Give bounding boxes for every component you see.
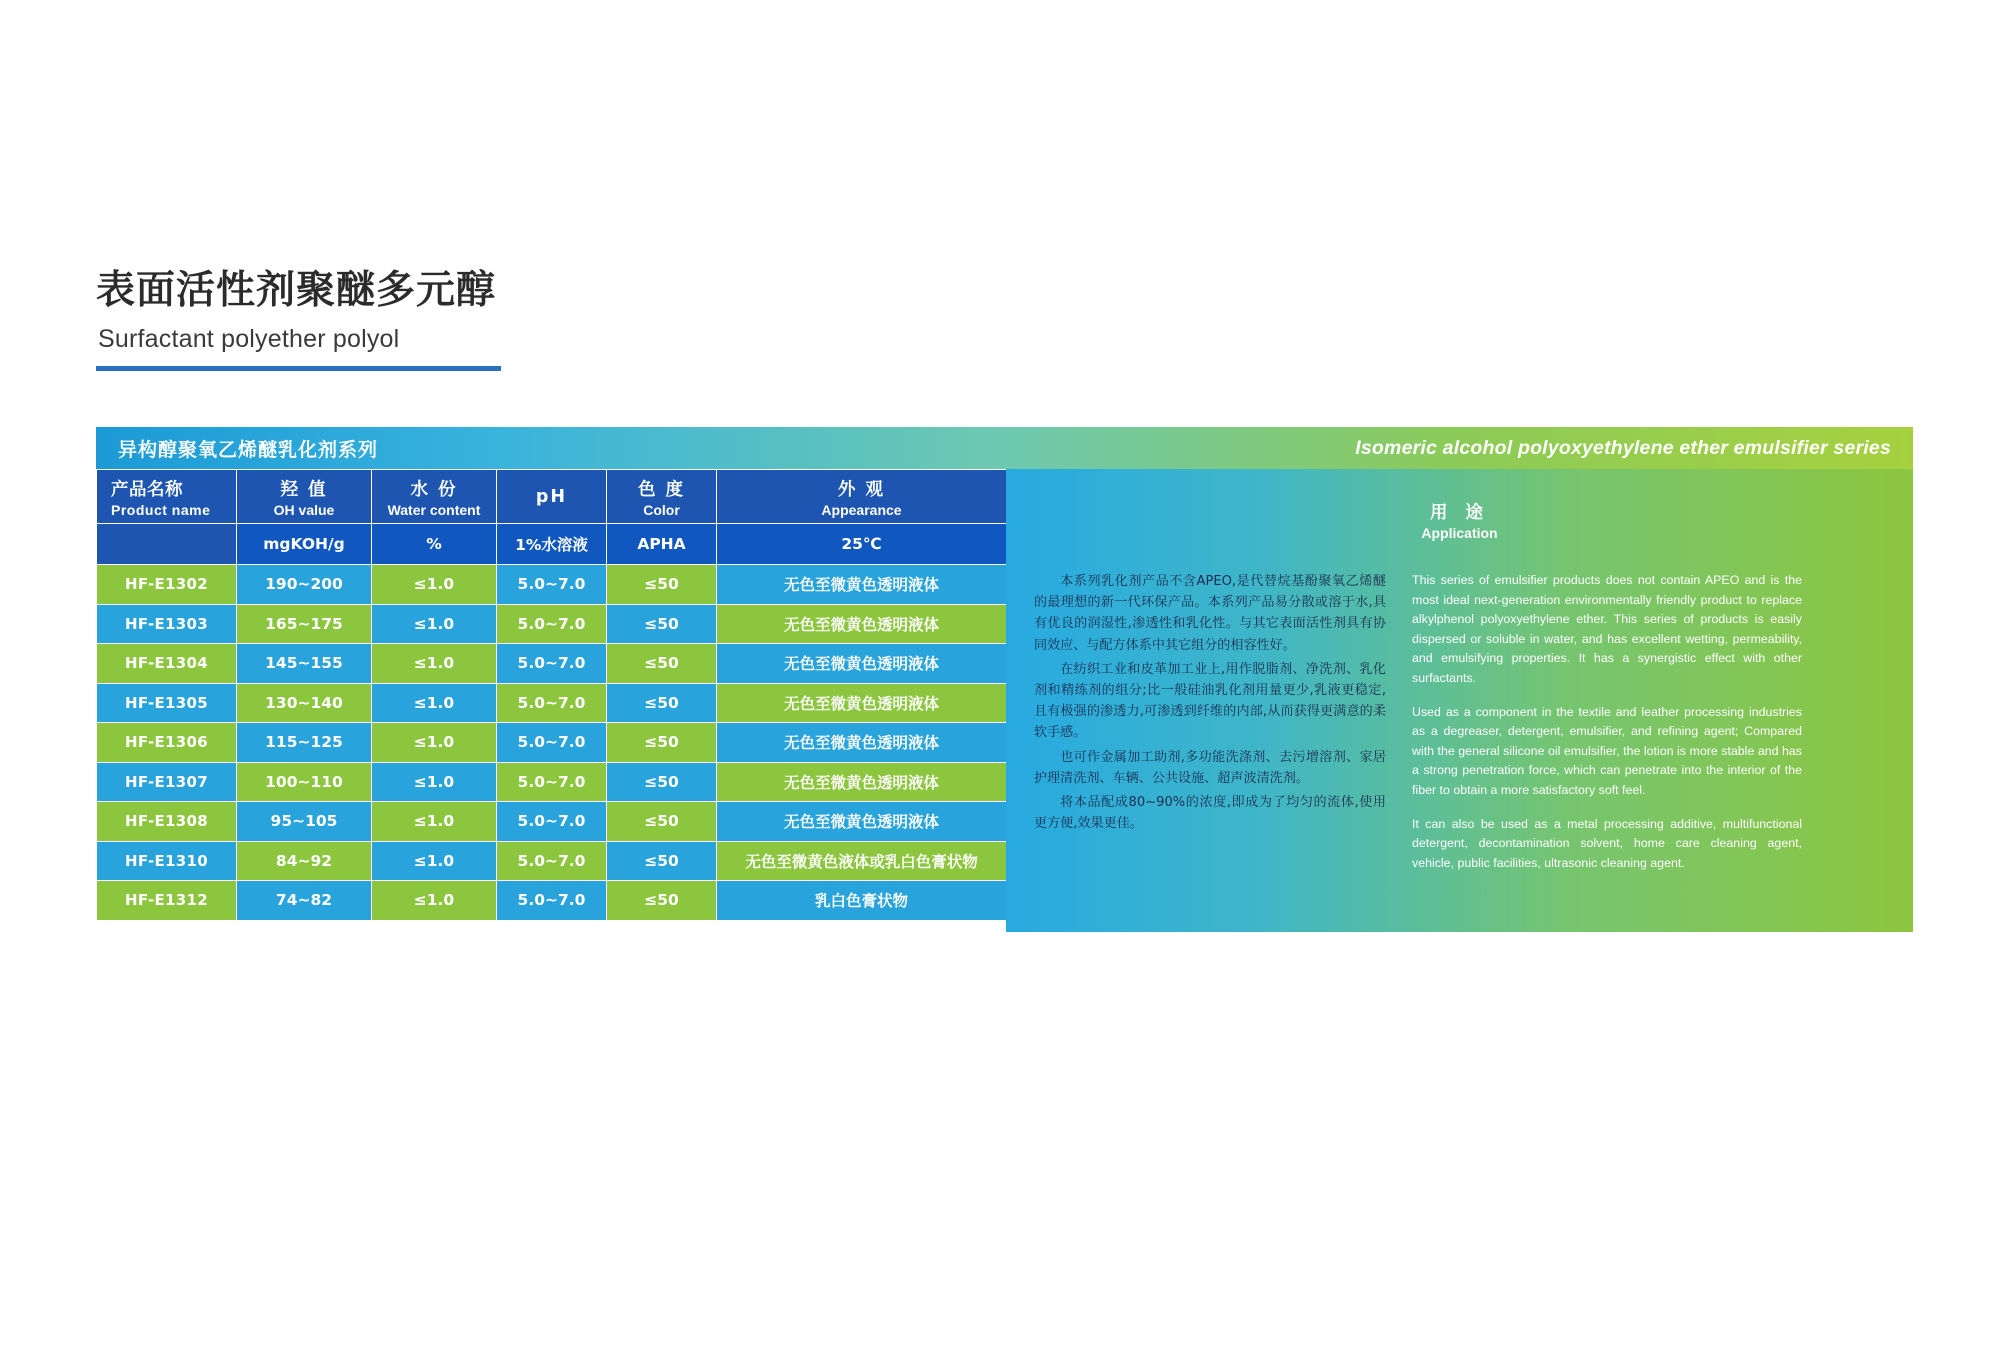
cell-color: ≤50 (607, 762, 717, 802)
cell-color: ≤50 (607, 644, 717, 684)
unit-ph: 1%水溶液 (497, 524, 607, 565)
header-appearance-cn: 外 观 (837, 479, 886, 500)
series-banner (96, 427, 1913, 469)
cell-appearance: 无色至微黄色透明液体 (717, 644, 1007, 684)
cell-oh-value: 100~110 (237, 762, 372, 802)
cell-ph: 5.0~7.0 (497, 604, 607, 644)
cell-appearance: 无色至微黄色透明液体 (717, 762, 1007, 802)
unit-oh-value: mgKOH/g (237, 524, 372, 565)
cell-water-content: ≤1.0 (372, 841, 497, 881)
cell-product-name: HF-E1303 (97, 604, 237, 644)
application-panel (1006, 469, 1913, 932)
cell-ph: 5.0~7.0 (497, 841, 607, 881)
cell-appearance: 乳白色膏状物 (717, 881, 1007, 921)
cell-color: ≤50 (607, 565, 717, 605)
cell-color: ≤50 (607, 881, 717, 921)
cell-appearance: 无色至微黄色透明液体 (717, 683, 1007, 723)
header-appearance (717, 470, 1007, 524)
cell-appearance: 无色至微黄色液体或乳白色膏状物 (717, 841, 1007, 881)
series-banner-cn: 异构醇聚氧乙烯醚乳化剂系列 (118, 438, 379, 461)
header-water-content-cn: 水 份 (410, 479, 458, 500)
cell-oh-value: 130~140 (237, 683, 372, 723)
header-oh-value (237, 470, 372, 524)
unit-color: APHA (607, 524, 717, 565)
header-ph (497, 470, 607, 524)
header-color (607, 470, 717, 524)
header-product-name-en: Product name (111, 501, 211, 518)
table-row (97, 644, 1007, 684)
application-paragraph-en: It can also be used as a metal processing additive, multifunctional detergent, decontamination solvent, home care cleaning agent, vehicle, public facilities, ultrasonic cleaning agent. (1412, 816, 1802, 870)
cell-appearance: 无色至微黄色透明液体 (717, 723, 1007, 763)
application-text-cn (1034, 571, 1386, 887)
cell-product-name: HF-E1312 (97, 881, 237, 921)
table-row (97, 723, 1007, 763)
cell-water-content: ≤1.0 (372, 604, 497, 644)
spec-table-wrapper (96, 469, 1006, 932)
cell-ph: 5.0~7.0 (497, 802, 607, 842)
cell-water-content: ≤1.0 (372, 644, 497, 684)
application-title (1006, 469, 1913, 541)
table-row (97, 881, 1007, 921)
table-row (97, 683, 1007, 723)
cell-ph: 5.0~7.0 (497, 762, 607, 802)
cell-appearance: 无色至微黄色透明液体 (717, 604, 1007, 644)
cell-color: ≤50 (607, 802, 717, 842)
header-product-name-cn: 产品名称 (111, 479, 183, 500)
cell-water-content: ≤1.0 (372, 762, 497, 802)
table-row (97, 565, 1007, 605)
cell-appearance: 无色至微黄色透明液体 (717, 565, 1007, 605)
cell-ph: 5.0~7.0 (497, 644, 607, 684)
application-paragraph-en: This series of emulsifier products does not contain APEO and is the most ideal next-generation environmentally friendly product to replace alkylphenol polyoxyethylene ether. This series of products is easily dispersed or soluble in water, and has excellent wetting, permeability, and emulsifying properties. It has a synergistic effect with other surfactants. (1412, 573, 1802, 685)
header-ph-cn: pH (535, 486, 568, 507)
table-header-row (97, 470, 1007, 524)
header-color-en: Color (643, 501, 680, 518)
series-banner-en: Isomeric alcohol polyoxyethylene ether emulsifier series (1355, 436, 1891, 459)
header-water-content-en: Water content (387, 501, 481, 518)
cell-color: ≤50 (607, 683, 717, 723)
header-appearance-en: Appearance (821, 501, 902, 518)
cell-product-name: HF-E1304 (97, 644, 237, 684)
unit-appearance: 25℃ (717, 524, 1007, 565)
cell-product-name: HF-E1307 (97, 762, 237, 802)
table-row (97, 762, 1007, 802)
spec-table (96, 469, 1007, 921)
header-oh-value-cn: 羟 值 (280, 479, 328, 500)
product-panel (96, 427, 1913, 932)
cell-water-content: ≤1.0 (372, 565, 497, 605)
cell-product-name: HF-E1308 (97, 802, 237, 842)
header-oh-value-en: OH value (273, 501, 335, 518)
application-paragraph-cn: 也可作金属加工助剂,多功能洗涤剂、去污增溶剂、家居护理清洗剂、车辆、公共设施、超声波清洗剂。 (1034, 749, 1386, 786)
unit-product-name (97, 524, 237, 565)
cell-water-content: ≤1.0 (372, 723, 497, 763)
cell-water-content: ≤1.0 (372, 802, 497, 842)
table-row (97, 841, 1007, 881)
cell-oh-value: 165~175 (237, 604, 372, 644)
cell-oh-value: 84~92 (237, 841, 372, 881)
cell-ph: 5.0~7.0 (497, 881, 607, 921)
application-paragraph-cn: 将本品配成80~90%的浓度,即成为了均匀的流体,使用更方便,效果更佳。 (1034, 795, 1386, 832)
cell-color: ≤50 (607, 723, 717, 763)
page-title-cn: 表面活性剂聚醚多元醇 (96, 268, 497, 313)
application-paragraph-cn: 在纺织工业和皮革加工业上,用作脱脂剂、净洗剂、乳化剂和精练剂的组分;比一般硅油乳化剂用量更少,乳液更稳定,且有极强的渗透力,可渗透到纤维的内部,从而获得更满意的柔软手感。 (1034, 661, 1386, 741)
unit-water-content: % (372, 524, 497, 565)
application-paragraph-cn: 本系列乳化剂产品不含APEO,是代替烷基酚聚氧乙烯醚的最理想的新一代环保产品。本系列产品易分散或溶于水,具有优良的润湿性,渗透性和乳化性。与其它表面活性剂具有协同效应、与配方体系中其它组分的相容性好。 (1034, 574, 1386, 653)
cell-oh-value: 74~82 (237, 881, 372, 921)
cell-water-content: ≤1.0 (372, 683, 497, 723)
application-title-en: Application (1421, 525, 1498, 541)
cell-oh-value: 145~155 (237, 644, 372, 684)
cell-ph: 5.0~7.0 (497, 683, 607, 723)
application-title-cn: 用 途 (1429, 503, 1490, 523)
page-title (96, 268, 896, 371)
header-color-cn: 色 度 (637, 479, 686, 500)
page-title-en: Surfactant polyether polyol (98, 324, 400, 353)
spec-table-body (97, 565, 1007, 921)
header-product-name (97, 470, 237, 524)
cell-water-content: ≤1.0 (372, 881, 497, 921)
cell-product-name: HF-E1306 (97, 723, 237, 763)
title-underline (96, 366, 501, 371)
cell-ph: 5.0~7.0 (497, 723, 607, 763)
table-unit-row (97, 524, 1007, 565)
cell-product-name: HF-E1302 (97, 565, 237, 605)
cell-oh-value: 115~125 (237, 723, 372, 763)
cell-oh-value: 190~200 (237, 565, 372, 605)
cell-appearance: 无色至微黄色透明液体 (717, 802, 1007, 842)
cell-oh-value: 95~105 (237, 802, 372, 842)
cell-product-name: HF-E1305 (97, 683, 237, 723)
table-row (97, 604, 1007, 644)
application-text-en (1412, 571, 1802, 887)
cell-ph: 5.0~7.0 (497, 565, 607, 605)
header-water-content (372, 470, 497, 524)
cell-color: ≤50 (607, 604, 717, 644)
table-row (97, 802, 1007, 842)
application-paragraph-en: Used as a component in the textile and leather processing industries as a degreaser, detergent, emulsifier, and refining agent; Compared with the general silicone oil emulsifier, the lotion is more stable and has a strong penetration force, which can penetrate into the interior of the fiber to obtain a more satisfactory soft feel. (1412, 704, 1802, 797)
cell-color: ≤50 (607, 841, 717, 881)
cell-product-name: HF-E1310 (97, 841, 237, 881)
